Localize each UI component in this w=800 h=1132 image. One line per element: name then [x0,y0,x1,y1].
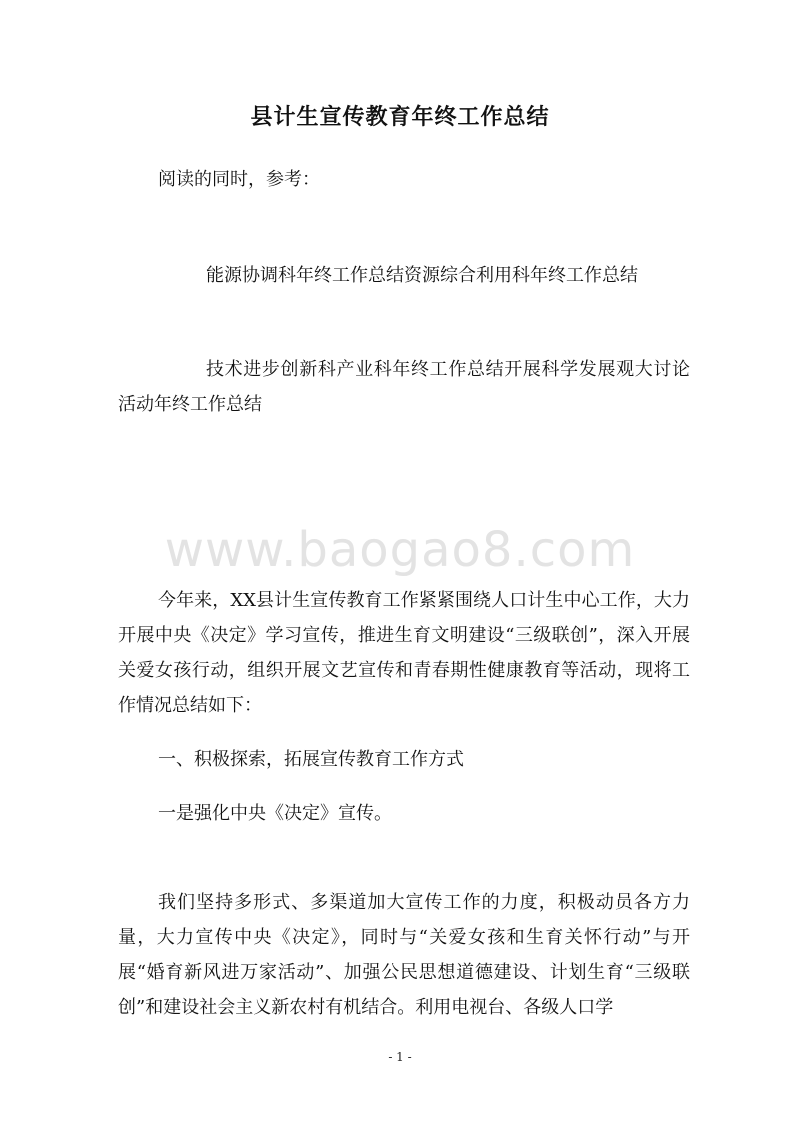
reference-line-1: 能源协调科年终工作总结资源综合利用科年终工作总结 [206,265,638,286]
section-heading-1: 一、积极探索，拓展宣传教育工作方式 [158,749,464,770]
reference-line-2: 技术进步创新科产业科年终工作总结开展科学发展观大讨论活动年终工作总结 [118,359,690,415]
intro-line: 阅读的同时，参考： [158,169,320,190]
subsection-heading-1: 一是强化中央《决定》宣传。 [158,803,392,824]
page-number: - 1 - [388,1050,412,1064]
body-paragraph-1: 今年来，XX县计生宣传教育工作紧紧围绕人口计生中心工作，大力开展中央《决定》学习宣传，推进生育文明建设“三级联创”，深入开展关爱女孩行动，组织开展文艺宣传和青春期性健康教育等活动，现将工作情况总结如下： [118,590,690,716]
watermark: www.baogao8.com [164,522,636,578]
body-paragraph-2: 我们坚持多形式、多渠道加大宣传工作的力度，积极动员各方力量，大力宣传中央《决定》，同时与“关爱女孩和生育关怀行动”与开展“婚育新风进万家活动”、加强公民思想道德建设、计划生育“三级联创”和建设社会主义新农村有机结合。利用电视台、各级人口学 [118,892,690,1018]
document-title: 县计生宣传教育年终工作总结 [250,105,550,130]
